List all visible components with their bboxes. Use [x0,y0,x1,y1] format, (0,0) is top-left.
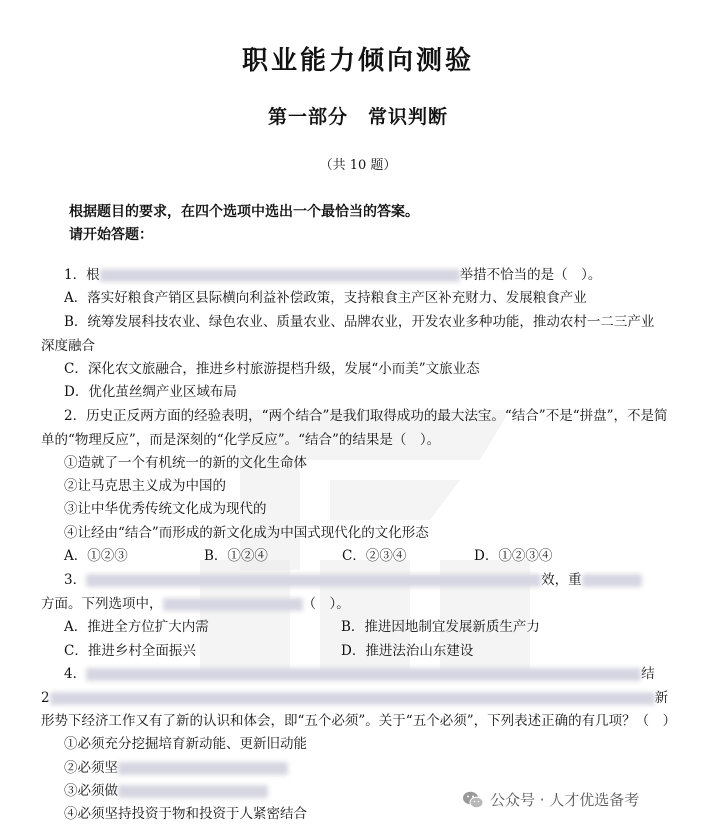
q2-option-c: C．②③④ [342,548,407,564]
q1-stem-end: 举措不恰当的是（ ）。 [459,267,602,283]
q2-statement-3: ③让中华优秀传统文化成为现代的 [64,501,267,517]
q4-statement-3 [64,785,268,799]
redacted-text [118,785,268,798]
page-title: 职业能力倾向测验 [241,46,474,76]
q4-statement-1: ①必须充分挖掘培育新动能、更新旧动能 [64,736,307,752]
q1-option-b-cont: 深度融合 [41,338,95,354]
q2-option-a: A．①②③ [64,548,128,564]
redacted-text [50,692,655,705]
q3-stem-mid: 效，重 [541,572,582,588]
redacted-text [118,762,288,775]
q3-stem-line-1 [64,574,642,588]
q3-stem-line-2 [41,598,350,612]
q2-statement-1: ①造就了一个有机统一的新的文化生命体 [64,455,307,471]
redacted-text [86,668,641,681]
instruction-line-2: 请开始答题： [69,227,153,243]
q2-statement-4: ④让经由“结合”而形成的新文化成为中国式现代化的文化形态 [64,525,429,541]
section-title: 第一部分 常识判断 [267,106,448,128]
q4-statement-2-start: ②必须坚 [64,760,118,776]
q1-option-d: D．优化茧丝绸产业区域布局 [64,384,237,400]
redacted-text [86,574,541,587]
q4-statement-2 [64,762,288,776]
q2-statement-2: ②让马克思主义成为中国的 [64,478,226,494]
redacted-text [582,574,642,587]
q4-statement-4: ④必须坚持投资于物和投资于人紧密结合 [64,806,307,822]
question-count: （共 10 题） [319,158,397,173]
q2-stem-line-2: 单的“物理反应”，而是深刻的“化学反应”。“结合”的结果是（ ）。 [41,432,441,448]
q1-stem [64,269,601,283]
q3-stem2-start: 方面。下列选项中， [41,596,163,612]
q3-option-d: D．推进法治山东建设 [341,643,474,659]
q1-option-c: C．深化农文旅融合，推进乡村旅游提档升级，发展“小而美”文旅业态 [64,361,480,377]
q3-option-c: C．推进乡村全面振兴 [64,643,196,659]
q3-stem2-end: （ ）。 [302,596,350,612]
q2-option-d: D．①②③④ [474,548,553,564]
q4-stem-line-2 [41,692,668,706]
account-watermark [462,789,639,810]
q3-option-a: A．推进全方位扩大内需 [64,619,209,635]
wechat-icon [462,790,484,810]
q1-stem-start: 1．根 [64,267,100,283]
q1-option-b: B．统筹发展科技农业、绿色农业、质量农业、品牌农业，开发农业多种功能，推动农村一二三产业 [64,314,655,330]
q1-option-a: A．落实好粮食产销区县际横向利益补偿政策，支持粮食主产区补充财力、发展粮食产业 [64,290,587,306]
q3-option-b: B．推进因地制宜发展新质生产力 [341,619,540,635]
instruction-line-1: 根据题目的要求，在四个选项中选出一个最恰当的答案。 [69,204,419,220]
redacted-text [100,269,460,282]
q4-stem-end: 结 [641,666,655,682]
q4-stem2-start: 2 [41,690,50,706]
q4-statement-3-start: ③必须做 [64,783,118,799]
q3-stem-start: 3． [64,572,87,588]
q4-stem-line-3: 形势下经济工作又有了新的认识和体会，即“五个必须”。关于“五个必须”，下列表述正确的有几项？（ ） [41,713,677,729]
redacted-text [163,598,303,611]
q4-stem-line-1 [64,668,655,682]
q4-stem2-end: 新 [654,690,669,706]
q2-stem-line-1: 2．历史正反两方面的经验表明，“两个结合”是我们取得成功的最大法宝。“结合”不是“拼盘”，不是简 [64,408,668,424]
account-name: 公众号 · 人才优选备考 [490,791,640,809]
q2-option-b: B．①②④ [204,548,268,564]
q4-stem-start: 4． [64,666,87,682]
